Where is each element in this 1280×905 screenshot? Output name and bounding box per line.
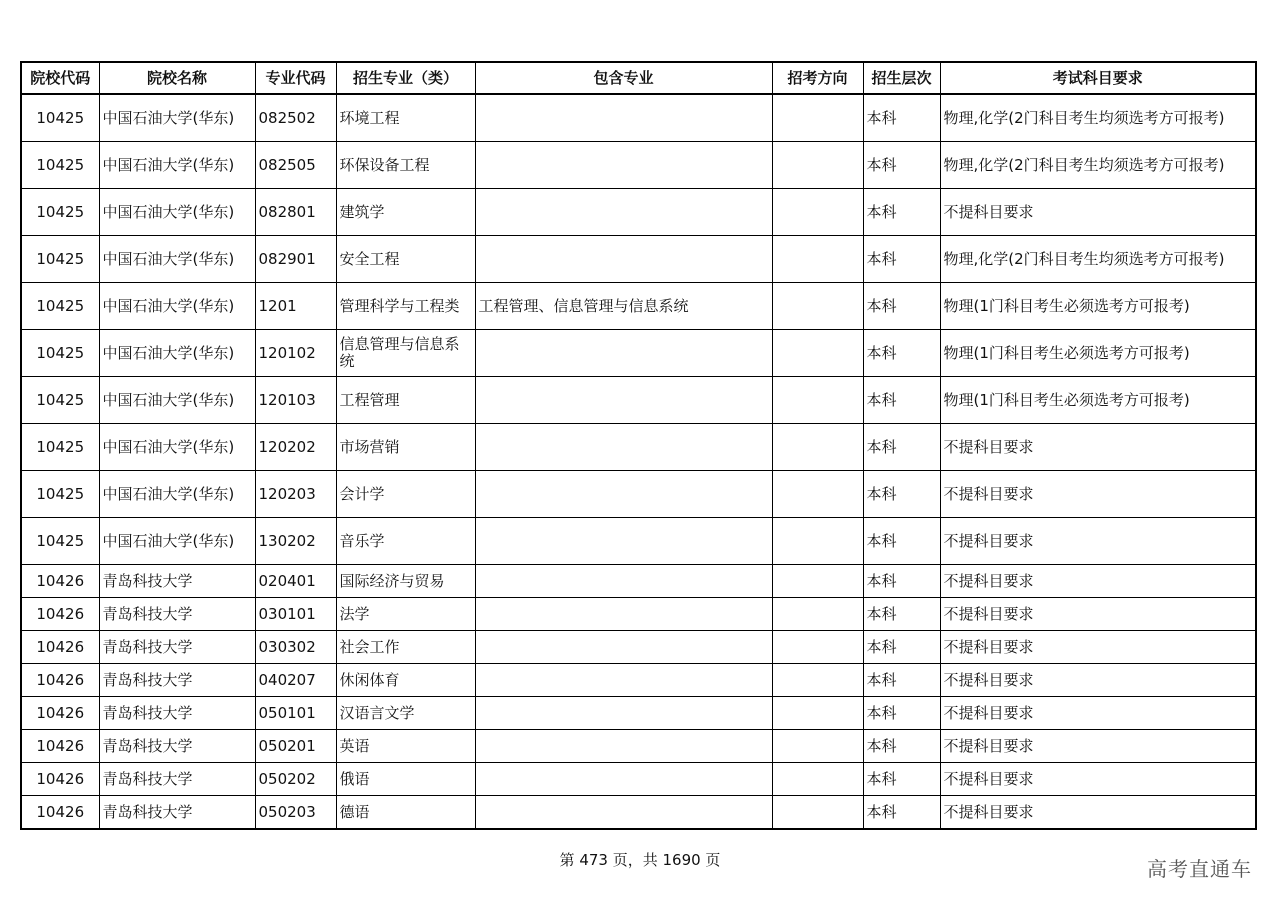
cell-level: 本科: [863, 330, 940, 377]
cell-school-code: 10426: [21, 796, 99, 830]
cell-school-code: 10425: [21, 518, 99, 565]
cell-school-name: 中国石油大学(华东): [99, 142, 255, 189]
cell-school-code: 10426: [21, 598, 99, 631]
cell-major-code: 050201: [255, 730, 336, 763]
cell-school-code: 10425: [21, 377, 99, 424]
cell-school-code: 10425: [21, 94, 99, 142]
cell-school-code: 10425: [21, 424, 99, 471]
cell-direction: [772, 598, 863, 631]
cell-major: 休闲体育: [336, 664, 475, 697]
table-row: [21, 518, 1256, 565]
cell-level: 本科: [863, 763, 940, 796]
table-row: [21, 664, 1256, 697]
cell-major: 信息管理与信息系统: [336, 330, 475, 377]
cell-major-code: 030101: [255, 598, 336, 631]
cell-major: 俄语: [336, 763, 475, 796]
cell-major-code: 120202: [255, 424, 336, 471]
cell-level: 本科: [863, 598, 940, 631]
cell-included-majors: [475, 189, 772, 236]
table-row: [21, 796, 1256, 830]
cell-direction: [772, 330, 863, 377]
header-school-code: 院校代码: [21, 62, 99, 94]
cell-major: 管理科学与工程类: [336, 283, 475, 330]
cell-major: 工程管理: [336, 377, 475, 424]
cell-level: 本科: [863, 631, 940, 664]
table-row: [21, 631, 1256, 664]
cell-school-name: 中国石油大学(华东): [99, 377, 255, 424]
cell-subject-requirement: 不提科目要求: [940, 189, 1256, 236]
cell-subject-requirement: 物理(1门科目考生必须选考方可报考): [940, 283, 1256, 330]
cell-included-majors: [475, 598, 772, 631]
cell-direction: [772, 283, 863, 330]
cell-subject-requirement: 物理(1门科目考生必须选考方可报考): [940, 377, 1256, 424]
table-row: [21, 94, 1256, 142]
cell-direction: [772, 377, 863, 424]
cell-direction: [772, 471, 863, 518]
cell-level: 本科: [863, 565, 940, 598]
cell-level: 本科: [863, 189, 940, 236]
cell-school-name: 青岛科技大学: [99, 631, 255, 664]
cell-school-name: 青岛科技大学: [99, 796, 255, 830]
cell-major-code: 082502: [255, 94, 336, 142]
table-row: [21, 236, 1256, 283]
cell-major: 音乐学: [336, 518, 475, 565]
cell-subject-requirement: 不提科目要求: [940, 598, 1256, 631]
cell-level: 本科: [863, 236, 940, 283]
cell-major: 会计学: [336, 471, 475, 518]
table-row: [21, 424, 1256, 471]
cell-major-code: 130202: [255, 518, 336, 565]
table-row: [21, 142, 1256, 189]
table-row: [21, 730, 1256, 763]
table-row: [21, 697, 1256, 730]
cell-direction: [772, 631, 863, 664]
cell-subject-requirement: 不提科目要求: [940, 631, 1256, 664]
cell-major-code: 082505: [255, 142, 336, 189]
cell-school-name: 中国石油大学(华东): [99, 189, 255, 236]
header-subject-requirement: 考试科目要求: [940, 62, 1256, 94]
table-row: [21, 330, 1256, 377]
cell-direction: [772, 697, 863, 730]
cell-direction: [772, 763, 863, 796]
header-included-majors: 包含专业: [475, 62, 772, 94]
cell-level: 本科: [863, 142, 940, 189]
cell-subject-requirement: 不提科目要求: [940, 471, 1256, 518]
cell-major: 汉语言文学: [336, 697, 475, 730]
cell-school-name: 中国石油大学(华东): [99, 330, 255, 377]
cell-subject-requirement: 不提科目要求: [940, 424, 1256, 471]
cell-subject-requirement: 物理,化学(2门科目考生均须选考方可报考): [940, 94, 1256, 142]
cell-direction: [772, 664, 863, 697]
cell-major-code: 050101: [255, 697, 336, 730]
cell-level: 本科: [863, 664, 940, 697]
cell-major-code: 020401: [255, 565, 336, 598]
cell-subject-requirement: 不提科目要求: [940, 730, 1256, 763]
cell-included-majors: [475, 631, 772, 664]
cell-major: 安全工程: [336, 236, 475, 283]
cell-major-code: 030302: [255, 631, 336, 664]
cell-school-code: 10426: [21, 763, 99, 796]
cell-direction: [772, 189, 863, 236]
cell-major: 国际经济与贸易: [336, 565, 475, 598]
cell-level: 本科: [863, 94, 940, 142]
cell-major: 社会工作: [336, 631, 475, 664]
cell-included-majors: [475, 471, 772, 518]
cell-school-name: 中国石油大学(华东): [99, 518, 255, 565]
cell-level: 本科: [863, 424, 940, 471]
header-major: 招生专业（类）: [336, 62, 475, 94]
cell-major: 德语: [336, 796, 475, 830]
header-school-name: 院校名称: [99, 62, 255, 94]
cell-subject-requirement: 不提科目要求: [940, 763, 1256, 796]
header-major-code: 专业代码: [255, 62, 336, 94]
cell-major-code: 082801: [255, 189, 336, 236]
cell-major-code: 120203: [255, 471, 336, 518]
cell-school-code: 10425: [21, 283, 99, 330]
cell-subject-requirement: 不提科目要求: [940, 796, 1256, 830]
cell-direction: [772, 94, 863, 142]
cell-school-name: 中国石油大学(华东): [99, 283, 255, 330]
cell-school-name: 中国石油大学(华东): [99, 424, 255, 471]
cell-included-majors: [475, 796, 772, 830]
cell-school-name: 青岛科技大学: [99, 763, 255, 796]
cell-level: 本科: [863, 377, 940, 424]
cell-included-majors: [475, 730, 772, 763]
header-row: [21, 62, 1256, 94]
cell-major-code: 050202: [255, 763, 336, 796]
cell-major: 市场营销: [336, 424, 475, 471]
table-row: [21, 283, 1256, 330]
cell-level: 本科: [863, 518, 940, 565]
cell-school-code: 10425: [21, 142, 99, 189]
cell-subject-requirement: 物理(1门科目考生必须选考方可报考): [940, 330, 1256, 377]
cell-major-code: 1201: [255, 283, 336, 330]
cell-school-code: 10426: [21, 664, 99, 697]
cell-included-majors: [475, 236, 772, 283]
watermark: 高考直通车: [1147, 857, 1252, 881]
cell-school-code: 10425: [21, 471, 99, 518]
cell-included-majors: [475, 424, 772, 471]
table-row: [21, 598, 1256, 631]
table-row: [21, 763, 1256, 796]
cell-major: 环保设备工程: [336, 142, 475, 189]
cell-major-code: 120103: [255, 377, 336, 424]
cell-level: 本科: [863, 283, 940, 330]
table-row: [21, 189, 1256, 236]
cell-subject-requirement: 物理,化学(2门科目考生均须选考方可报考): [940, 142, 1256, 189]
cell-subject-requirement: 不提科目要求: [940, 565, 1256, 598]
cell-level: 本科: [863, 730, 940, 763]
cell-school-code: 10426: [21, 631, 99, 664]
cell-school-name: 青岛科技大学: [99, 598, 255, 631]
cell-included-majors: [475, 330, 772, 377]
cell-direction: [772, 518, 863, 565]
cell-included-majors: [475, 377, 772, 424]
cell-major: 环境工程: [336, 94, 475, 142]
cell-school-code: 10426: [21, 565, 99, 598]
cell-school-name: 青岛科技大学: [99, 697, 255, 730]
cell-major-code: 082901: [255, 236, 336, 283]
cell-included-majors: 工程管理、信息管理与信息系统: [475, 283, 772, 330]
cell-school-code: 10426: [21, 697, 99, 730]
cell-included-majors: [475, 697, 772, 730]
cell-school-code: 10425: [21, 236, 99, 283]
cell-school-name: 中国石油大学(华东): [99, 471, 255, 518]
cell-level: 本科: [863, 471, 940, 518]
cell-direction: [772, 424, 863, 471]
cell-school-name: 青岛科技大学: [99, 664, 255, 697]
cell-subject-requirement: 不提科目要求: [940, 664, 1256, 697]
cell-subject-requirement: 不提科目要求: [940, 697, 1256, 730]
cell-school-name: 青岛科技大学: [99, 565, 255, 598]
cell-included-majors: [475, 142, 772, 189]
cell-level: 本科: [863, 697, 940, 730]
cell-included-majors: [475, 664, 772, 697]
header-direction: 招考方向: [772, 62, 863, 94]
page-number: 第 473 页，共 1690 页: [559, 851, 721, 869]
cell-school-code: 10426: [21, 730, 99, 763]
cell-subject-requirement: 不提科目要求: [940, 518, 1256, 565]
cell-major-code: 050203: [255, 796, 336, 830]
cell-direction: [772, 730, 863, 763]
cell-major: 法学: [336, 598, 475, 631]
header-level: 招生层次: [863, 62, 940, 94]
table-row: [21, 377, 1256, 424]
cell-included-majors: [475, 94, 772, 142]
cell-included-majors: [475, 518, 772, 565]
cell-major-code: 120102: [255, 330, 336, 377]
cell-direction: [772, 236, 863, 283]
table-row: [21, 565, 1256, 598]
cell-included-majors: [475, 763, 772, 796]
cell-level: 本科: [863, 796, 940, 830]
cell-major: 建筑学: [336, 189, 475, 236]
cell-direction: [772, 796, 863, 830]
cell-subject-requirement: 物理,化学(2门科目考生均须选考方可报考): [940, 236, 1256, 283]
cell-school-code: 10425: [21, 189, 99, 236]
cell-school-name: 中国石油大学(华东): [99, 94, 255, 142]
table-row: [21, 471, 1256, 518]
cell-direction: [772, 565, 863, 598]
cell-school-name: 中国石油大学(华东): [99, 236, 255, 283]
cell-school-name: 青岛科技大学: [99, 730, 255, 763]
cell-direction: [772, 142, 863, 189]
enrollment-table: [20, 61, 1257, 830]
cell-major: 英语: [336, 730, 475, 763]
cell-included-majors: [475, 565, 772, 598]
cell-major-code: 040207: [255, 664, 336, 697]
cell-school-code: 10425: [21, 330, 99, 377]
